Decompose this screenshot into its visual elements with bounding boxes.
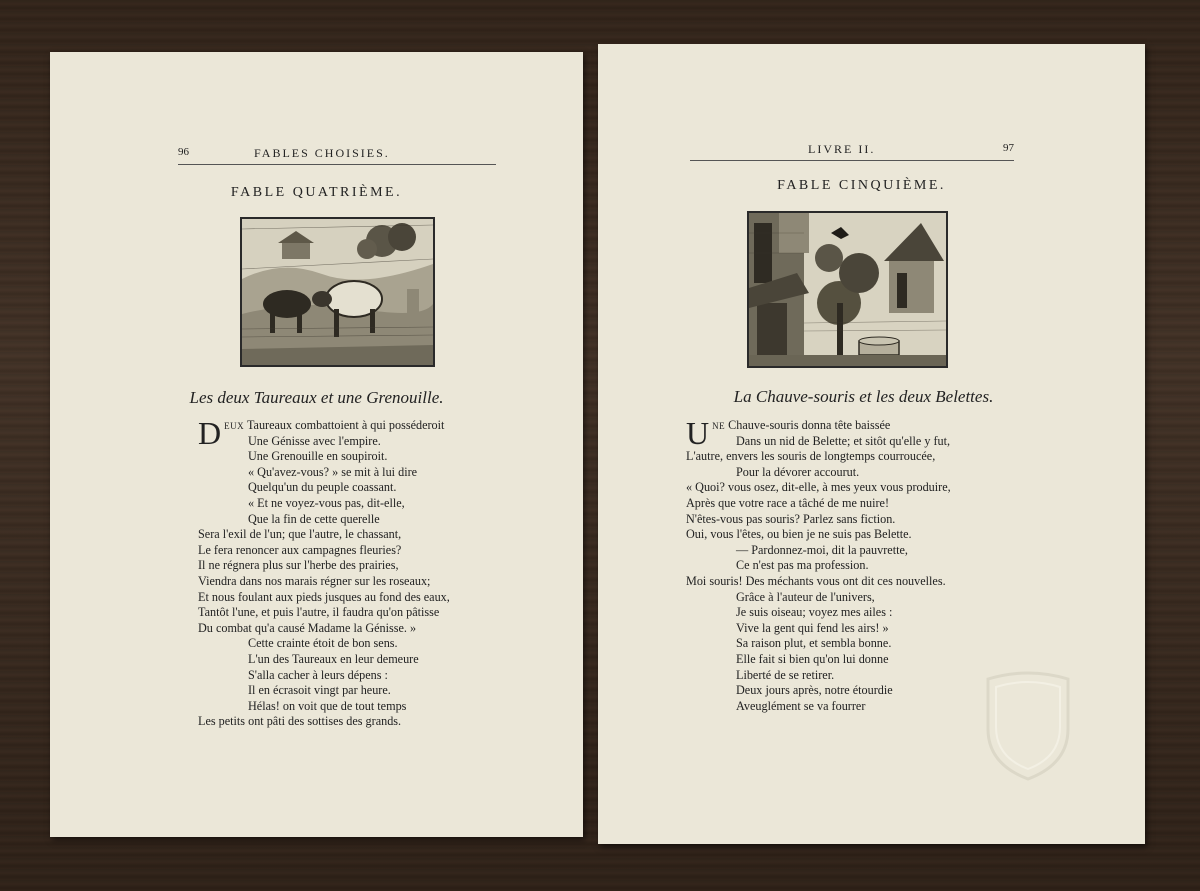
- left-verse-line: Quelqu'un du peuple coassant.: [248, 480, 397, 495]
- left-verse-line: Sera l'exil de l'un; que l'autre, le chassant,: [198, 527, 402, 542]
- right-verse-line: Ce n'est pas ma profession.: [736, 558, 869, 573]
- poem-lines-right: [686, 434, 951, 715]
- drop-cap-right: U: [686, 415, 710, 451]
- left-verse-line: « Qu'avez-vous? » se mit à lui dire: [248, 464, 418, 479]
- right-verse-line: Vive la gent qui fend les airs! »: [736, 620, 889, 635]
- left-verse-line: Le fera renoncer aux campagnes fleuries?: [198, 542, 402, 557]
- left-verse-line: L'un des Taureaux en leur demeure: [248, 651, 419, 666]
- fable-heading-left: FABLE QUATRIÈME.: [230, 185, 403, 200]
- running-head-left: [178, 144, 496, 165]
- left-verse-line: Cette crainte étoit de bon sens.: [248, 636, 398, 651]
- drop-cap-left: D: [198, 415, 222, 451]
- left-verse-line: Une Génisse avec l'empire.: [248, 433, 381, 448]
- right-verse-line: Je suis oiseau; voyez mes ailes :: [736, 605, 893, 620]
- right-verse-line: Pour la dévorer accourut.: [736, 464, 860, 479]
- left-verse-line: Que la fin de cette querelle: [248, 511, 380, 526]
- right-verse-line: Elle fait si bien qu'on lui donne: [736, 651, 889, 666]
- left-verse-line: Il en écrasoit vingt par heure.: [248, 683, 391, 698]
- left-verse-line: « Et ne voyez-vous pas, dit-elle,: [248, 495, 405, 510]
- left-verse-line: Viendra dans nos marais régner sur les roseaux;: [198, 573, 431, 588]
- page-number-left: 96: [178, 146, 189, 158]
- right-verse-line: L'autre, envers les souris de longtemps courroucée,: [686, 449, 936, 464]
- running-head-right: [690, 140, 1014, 161]
- right-verse-line: N'êtes-vous pas souris? Parlez sans fiction.: [686, 511, 896, 526]
- left-page: [50, 52, 583, 837]
- right-verse-line: — Pardonnez-moi, dit la pauvrette,: [736, 542, 908, 557]
- left-verse-line: Et nous foulant aux pieds jusques au fond des eaux,: [198, 589, 450, 604]
- right-verse-line: Dans un nid de Belette; et sitôt qu'elle y fut,: [736, 433, 951, 448]
- left-verse-line: Une Grenouille en soupiroit.: [248, 449, 388, 464]
- right-verse-line: Liberté de se retirer.: [736, 667, 835, 682]
- running-title-left: FABLES CHOISIES.: [254, 146, 390, 160]
- left-verse-line: Il ne régnera plus sur l'herbe des prairies,: [198, 558, 399, 573]
- right-verse-line: Deux jours après, notre étourdie: [736, 683, 893, 698]
- fable-title-left: Les deux Taureaux et une Grenouille.: [189, 388, 444, 407]
- right-verse-line: Aveuglément se va fourrer: [736, 698, 866, 713]
- left-verse-line: Du combat qu'a causé Madame la Génisse. »: [198, 620, 417, 635]
- right-verse-line: Moi souris! Des méchants vous ont dit ces nouvelles.: [686, 573, 946, 588]
- bulls-fighting-engraving-icon: [240, 217, 435, 367]
- village-bat-engraving-icon: [747, 211, 948, 368]
- right-verse-line: Oui, vous l'êtes, ou bien je ne suis pas Belette.: [686, 527, 912, 542]
- poem-lines-left: [198, 434, 450, 730]
- left-verse-line: S'alla cacher à leurs dépens :: [248, 667, 388, 682]
- right-verse-line: Sa raison plut, et sembla bonne.: [736, 636, 892, 651]
- first-line-smallcaps-right: NE: [712, 421, 726, 431]
- left-verse-line: Les petits ont pâti des sottises des grands.: [198, 714, 402, 729]
- running-title-right: LIVRE II.: [808, 142, 876, 156]
- right-verse-line: Après que votre race a tâché de me nuire!: [686, 495, 890, 510]
- left-verse-line: Hélas! on voit que de tout temps: [248, 698, 407, 713]
- first-line-text-left: Taureaux combattoient à qui posséderoit: [246, 418, 445, 432]
- fable-heading-right: FABLE CINQUIÈME.: [777, 178, 946, 193]
- right-page: [598, 44, 1145, 844]
- poem-right: [686, 415, 951, 714]
- page-number-right: 97: [1003, 142, 1014, 154]
- poem-left: [198, 415, 450, 730]
- right-verse-line: Grâce à l'auteur de l'univers,: [736, 589, 875, 604]
- right-verse-line: « Quoi? vous osez, dit-elle, à mes yeux vous produire,: [686, 480, 951, 495]
- first-line-text-right: Chauve-souris donna tête baissée: [728, 418, 891, 432]
- first-line-smallcaps-left: EUX: [224, 421, 245, 431]
- fable-title-right: La Chauve-souris et les deux Belettes.: [733, 387, 994, 406]
- blind-embossed-stamp-icon: [978, 669, 1078, 784]
- left-verse-line: Tantôt l'une, et puis l'autre, il faudra qu'on pâtisse: [198, 605, 440, 620]
